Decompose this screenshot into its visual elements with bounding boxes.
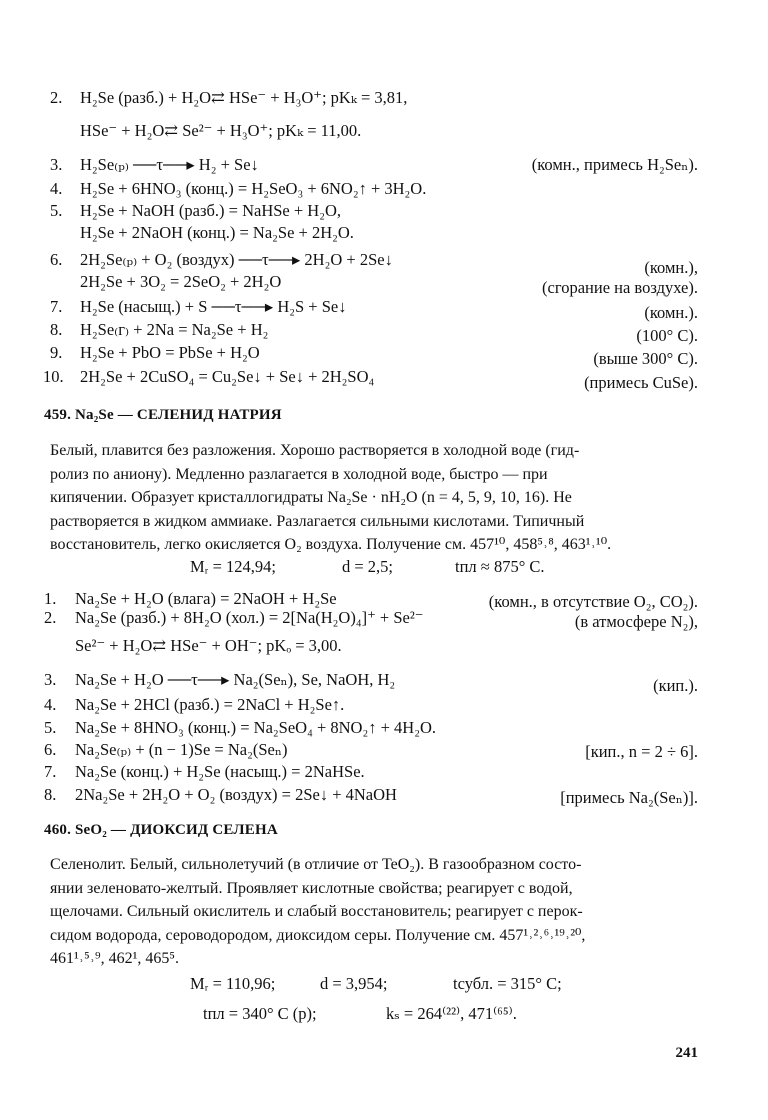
- density: d = 3,954;: [320, 974, 388, 993]
- reaction-condition: (в атмосфере N₂),: [574, 612, 698, 631]
- reaction-number: 6.: [44, 740, 57, 759]
- solubility: kₛ = 264⁽²²⁾, 471⁽⁶⁵⁾.: [386, 1004, 517, 1023]
- reaction-equation: H₂Se₍г₎ + 2Na = Na₂Se + H₂: [80, 320, 269, 339]
- paragraph-line: сидом водорода, сероводородом, диоксидом серы. Получение см. 457¹˒²˒⁶˒¹⁹˒²⁰,: [50, 926, 586, 944]
- reaction-number: 3.: [44, 670, 57, 689]
- paragraph-line: Селенолит. Белый, сильнолетучий (в отличие от TeO₂). В газообразном состо-: [50, 856, 582, 873]
- paragraph-line: восстановитель, легко окисляется O₂ воздуха. Получение см. 457¹⁰, 458⁵˒⁸, 463¹˒¹⁰.: [50, 536, 612, 553]
- reaction-number: 7.: [44, 762, 57, 781]
- reaction-condition: (комн.),: [644, 258, 698, 277]
- reaction-equation: Na₂Se + 2HCl (разб.) = 2NaCl + H₂Se↑.: [75, 695, 345, 714]
- reaction-number: 8.: [50, 320, 63, 339]
- paragraph-line: янии зеленовато-желтый. Проявляет кислотные свойства; реагирует с водой,: [50, 879, 573, 897]
- reaction-number: 2.: [44, 608, 57, 627]
- reaction-condition: (комн., в отсутствие O₂, CO₂).: [488, 592, 698, 611]
- reaction-equation: 2H₂Se₍ₚ₎ + O₂ (воздух) ──τ──▸ 2H₂O + 2Se↓: [80, 250, 393, 269]
- reaction-equation: Se²⁻ + H₂O⇄ HSe⁻ + OH⁻; pKₒ = 3,00.: [75, 636, 342, 655]
- sublimation-point: tсубл. = 315° C;: [453, 974, 562, 993]
- reaction-condition: (выше 300° C).: [593, 349, 698, 368]
- reaction-condition: (кип.).: [653, 676, 698, 695]
- reaction-number: 2.: [50, 88, 63, 107]
- melting-point: tпл = 340° C (p);: [203, 1004, 317, 1023]
- paragraph-line: 461¹˒⁵˒⁹, 462¹, 465⁵.: [50, 950, 179, 967]
- reaction-equation: H₂Se + 6HNO₃ (конц.) = H₂SeO₃ + 6NO₂↑ + 3H₂O.: [80, 179, 427, 198]
- reaction-condition: (примесь CuSe).: [584, 373, 698, 392]
- density: d = 2,5;: [342, 557, 394, 576]
- reaction-number: 4.: [44, 695, 57, 714]
- page-number: 241: [675, 1045, 698, 1061]
- reaction-equation: H₂Se + PbO = PbSe + H₂O: [80, 343, 260, 362]
- reaction-condition: (комн.).: [644, 303, 698, 322]
- section-heading-459: 459. Na₂Se — СЕЛЕНИД НАТРИЯ: [44, 407, 282, 423]
- reaction-condition: (сгорание на воздухе).: [542, 278, 698, 297]
- molar-mass: Mᵣ = 124,94;: [190, 557, 276, 576]
- reaction-condition: [кип., n = 2 ÷ 6].: [585, 742, 698, 761]
- molar-mass: Mᵣ = 110,96;: [190, 974, 276, 993]
- reaction-equation: 2H₂Se + 2CuSO₄ = Cu₂Se↓ + Se↓ + 2H₂SO₄: [80, 367, 375, 386]
- reaction-equation: Na₂Se + H₂O ──τ──▸ Na₂(Seₙ), Se, NaOH, H₂: [75, 670, 396, 689]
- reaction-number: 6.: [50, 250, 63, 269]
- paragraph-line: Белый, плавится без разложения. Хорошо растворяется в холодной воде (гид-: [50, 442, 580, 459]
- paragraph-line: щелочами. Сильный окислитель и слабый восстановитель; реагирует с перок-: [50, 903, 583, 920]
- reaction-equation: Na₂Se₍ₚ₎ + (n − 1)Se = Na₂(Seₙ): [75, 740, 288, 759]
- reaction-equation: H₂Se + NaOH (разб.) = NaHSe + H₂O,: [80, 201, 341, 220]
- melting-point: tпл ≈ 875° C.: [455, 557, 545, 576]
- reaction-equation: Na₂Se + 8HNO₃ (конц.) = Na₂SeO₄ + 8NO₂↑ + 4H₂O.: [75, 718, 436, 737]
- reaction-number: 3.: [50, 155, 63, 174]
- reaction-equation: H₂Se₍ₚ₎ ──τ──▸ H₂ + Se↓: [80, 155, 259, 174]
- reaction-equation: H₂Se (разб.) + H₂O⇄ HSe⁻ + H₃O⁺; pKₖ = 3,81,: [80, 88, 408, 107]
- reaction-number: 8.: [44, 785, 57, 804]
- reaction-number: 4.: [50, 179, 63, 198]
- reaction-number: 9.: [50, 343, 63, 362]
- paragraph-line: ролиз по аниону). Медленно разлагается в холодной воде, быстро — при: [50, 465, 548, 483]
- section-heading-460: 460. SeO₂ — ДИОКСИД СЕЛЕНА: [44, 822, 278, 838]
- reaction-number: 5.: [44, 718, 57, 737]
- reaction-number: 5.: [50, 201, 63, 220]
- reaction-equation: 2Na₂Se + 2H₂O + O₂ (воздух) = 2Se↓ + 4NaOH: [75, 785, 397, 804]
- reaction-number: 1.: [44, 589, 57, 608]
- reaction-condition: (100° C).: [636, 326, 698, 345]
- reaction-equation: 2H₂Se + 3O₂ = 2SeO₂ + 2H₂O: [80, 272, 282, 291]
- reaction-number: 7.: [50, 297, 63, 316]
- reaction-equation: H₂Se + 2NaOH (конц.) = Na₂Se + 2H₂O.: [80, 223, 354, 242]
- paragraph-line: растворяется в жидком аммиаке. Разлагается сильными кислотами. Типичный: [50, 512, 585, 530]
- section-460-description: [50, 853, 700, 971]
- section-459-description: [50, 439, 700, 557]
- reaction-equation: H₂Se (насыщ.) + S ──τ──▸ H₂S + Se↓: [80, 297, 347, 316]
- reaction-equation: Na₂Se + H₂O (влага) = 2NaOH + H₂Se: [75, 589, 337, 608]
- reaction-equation: Na₂Se (разб.) + 8H₂O (хол.) = 2[Na(H₂O)₄]⁺ + Se²⁻: [75, 608, 424, 627]
- reaction-condition: (комн., примесь H₂Seₙ).: [531, 155, 698, 174]
- paragraph-line: кипячении. Образует кристаллогидраты Na₂Se · nH₂O (n = 4, 5, 9, 10, 16). Не: [50, 489, 572, 506]
- reaction-condition: [примесь Na₂(Seₙ)].: [560, 788, 698, 807]
- reaction-number: 10.: [43, 367, 64, 386]
- reaction-equation: Na₂Se (конц.) + H₂Se (насыщ.) = 2NaHSe.: [75, 762, 365, 781]
- reaction-equation: HSe⁻ + H₂O⇄ Se²⁻ + H₃O⁺; pKₖ = 11,00.: [80, 121, 362, 140]
